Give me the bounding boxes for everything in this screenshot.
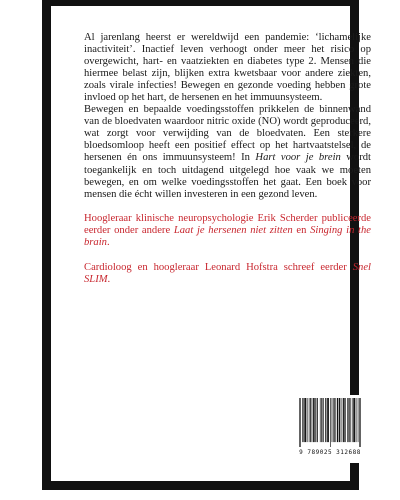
barcode-bar: [311, 398, 312, 442]
barcode-bar: [335, 398, 336, 442]
barcode-bar: [320, 398, 321, 442]
blurb-paragraph-1: [84, 32, 371, 104]
barcode-bar: [330, 398, 331, 447]
barcode-bar: [328, 398, 329, 442]
barcode-bar: [353, 398, 354, 442]
isbn-number: 9 789025 312688: [299, 449, 361, 456]
book-title-reference: Hart voor je brein: [255, 152, 341, 164]
hofstra-bio-text: Cardioloog en hoogleraar Leonard Hofstra schreef eerder: [84, 261, 353, 273]
barcode-bar: [334, 398, 335, 442]
barcode-bar: [299, 398, 300, 447]
barcode-bar: [338, 398, 339, 442]
barcode-bar: [317, 398, 318, 442]
barcode-bar: [303, 398, 304, 442]
barcode-bar: [348, 398, 349, 442]
barcode-bar: [349, 398, 350, 442]
barcode-bar: [339, 398, 340, 442]
back-cover-text: [84, 32, 371, 286]
blurb-paragraph-2-text-start: Bewegen en bepaalde voedingsstoffen prikkelen de binnenwand van de bloedvaten waardoor nitric oxide (NO) wordt geproduceerd, wat zorgt voor verwijding van de bloedvaten. Een sterkere bloedsomloop heeft een positief effect op het hartvaatstelsel, de hersenen én ons immuunsysteem! In: [84, 104, 371, 164]
barcode-bar: [326, 398, 327, 442]
barcode-bar: [304, 398, 305, 442]
barcode-bar: [328, 398, 329, 442]
barcode-bar: [359, 398, 360, 447]
barcode-bar: [327, 398, 328, 442]
barcode-bar: [333, 398, 334, 442]
barcode-bar: [339, 398, 340, 442]
barcode-bar: [332, 398, 333, 442]
blurb-paragraph-2-text-end: wordt toegankelijk en toch uitdagend uitgelegd hoe vaak we moeten bewegen, en om welke voedingsstoffen het gaat. Een boek voor mensen die écht willen investeren in een gezond leven.: [84, 152, 371, 200]
isbn-barcode: [294, 395, 366, 463]
barcode-bar: [300, 398, 301, 447]
barcode-bar: [314, 398, 315, 442]
blurb-paragraph-2: [84, 104, 371, 200]
barcode-bar: [315, 398, 316, 442]
barcode-bar: [341, 398, 342, 442]
barcode-bar: [307, 398, 308, 442]
blurb-paragraph-1-text: Al jarenlang heerst er wereldwijd een pandemie: ‘lichamelijke inactiviteit’. Inactief leven verhoogt onder meer het risico op overgewicht, hart- en vaatziekten en diabetes type 2. Mensen die hiermee belast zijn, blijken extra kwetsbaar voor andere ziekten, zoals virale infecties! Bewegen en gezonde voeding hebben grote invloed op het hart, de hersenen en het immuunsysteem.: [84, 32, 371, 104]
barcode-bar: [343, 398, 344, 442]
scherder-book-title-2: Singing in the brain: [84, 224, 371, 248]
barcode-bar: [350, 398, 351, 442]
barcode-bar: [325, 398, 326, 442]
barcode-bar: [310, 398, 311, 442]
hofstra-bio-end: .: [107, 273, 111, 285]
author-bio-hofstra: [84, 262, 371, 286]
barcode-bar: [305, 398, 306, 442]
barcode-bar: [302, 398, 303, 442]
barcode-bars: [299, 398, 361, 447]
book-back-cover: [42, 0, 371, 490]
barcode-bar: [354, 398, 355, 442]
barcode-bar: [313, 398, 314, 442]
barcode-bar: [356, 398, 357, 442]
scherder-bio-end: .: [106, 236, 110, 248]
scherder-bio-conjunction: en: [292, 224, 311, 236]
barcode-bar: [321, 398, 322, 442]
barcode-bar: [317, 398, 318, 442]
barcode-bar: [306, 398, 307, 442]
barcode-bar: [360, 398, 361, 447]
barcode-bar: [345, 398, 346, 442]
barcode-bar: [343, 398, 344, 442]
scherder-book-title-1: Laat je hersenen niet zitten: [173, 224, 293, 236]
barcode-bar: [323, 398, 324, 442]
author-bio-scherder: [84, 213, 371, 249]
barcode-bar: [337, 398, 338, 442]
scherder-bio-text: Hoogleraar klinische neuropsychologie Erik Scherder publiceerde eerder onder andere: [84, 212, 371, 236]
barcode-bar: [358, 398, 359, 442]
barcode-bar: [352, 398, 353, 442]
barcode-bar: [344, 398, 345, 442]
barcode-bar: [347, 398, 348, 442]
barcode-bar: [313, 398, 314, 442]
barcode-bar: [354, 398, 355, 442]
hofstra-book-title: Snel SLIM: [84, 261, 371, 285]
barcode-bar: [309, 398, 310, 442]
barcode-bar: [322, 398, 323, 442]
